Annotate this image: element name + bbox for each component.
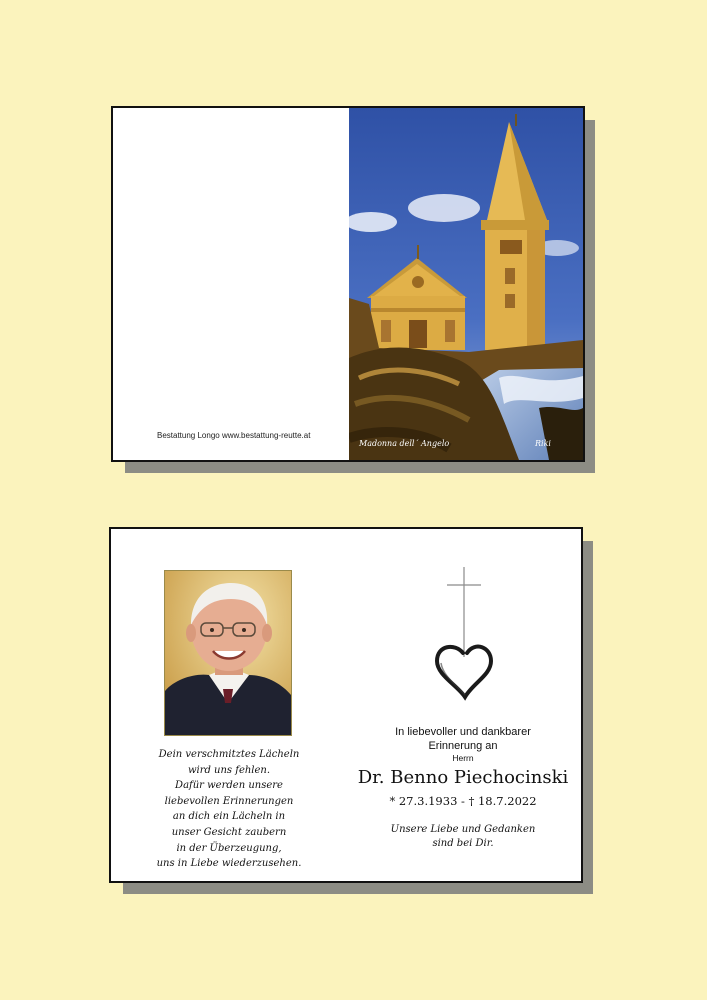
church-painting: [349, 108, 583, 460]
painting-signature: Riki: [535, 439, 551, 448]
deceased-name: Dr. Benno Piechocinski: [357, 767, 569, 788]
memorial-text: [341, 725, 583, 851]
portrait-photo: [164, 570, 292, 736]
poem-line: Dein verschmitztes Lächeln: [158, 749, 300, 760]
back-card: [109, 527, 583, 883]
poem: [141, 747, 317, 872]
front-left-panel: [113, 108, 349, 460]
painting-caption: Madonna dell´ Angelo: [359, 439, 450, 448]
memorial-title: Herrn: [452, 753, 474, 763]
closing-line-2: sind bei Dir.: [432, 838, 494, 849]
memorial-line-2: Erinnerung an: [428, 740, 498, 752]
funeral-home-credit: Bestattung Longo www.bestattung-reutte.at: [157, 431, 311, 440]
closing-line-1: Unsere Liebe und Gedanken: [390, 824, 536, 835]
front-card: [111, 106, 585, 462]
life-dates: * 27.3.1933 - † 18.7.2022: [389, 794, 537, 808]
poem-line: wird uns fehlen.: [187, 764, 271, 776]
portrait-photo-art: [165, 571, 291, 735]
poem-line: unser Gesicht zaubern: [171, 826, 287, 838]
poem-line: Dafür werden unsere: [175, 780, 283, 792]
poem-line: liebevollen Erinnerungen: [164, 795, 294, 807]
poem-line: uns in Liebe wiederzusehen.: [156, 858, 302, 870]
memorial-line-1: In liebevoller und dankbarer: [395, 726, 531, 738]
poem-line: an dich ein Lächeln in: [172, 811, 286, 823]
poem-line: in der Überzeugung,: [176, 842, 282, 854]
cross-heart-icon: [429, 565, 499, 705]
church-painting-art: [349, 108, 583, 460]
